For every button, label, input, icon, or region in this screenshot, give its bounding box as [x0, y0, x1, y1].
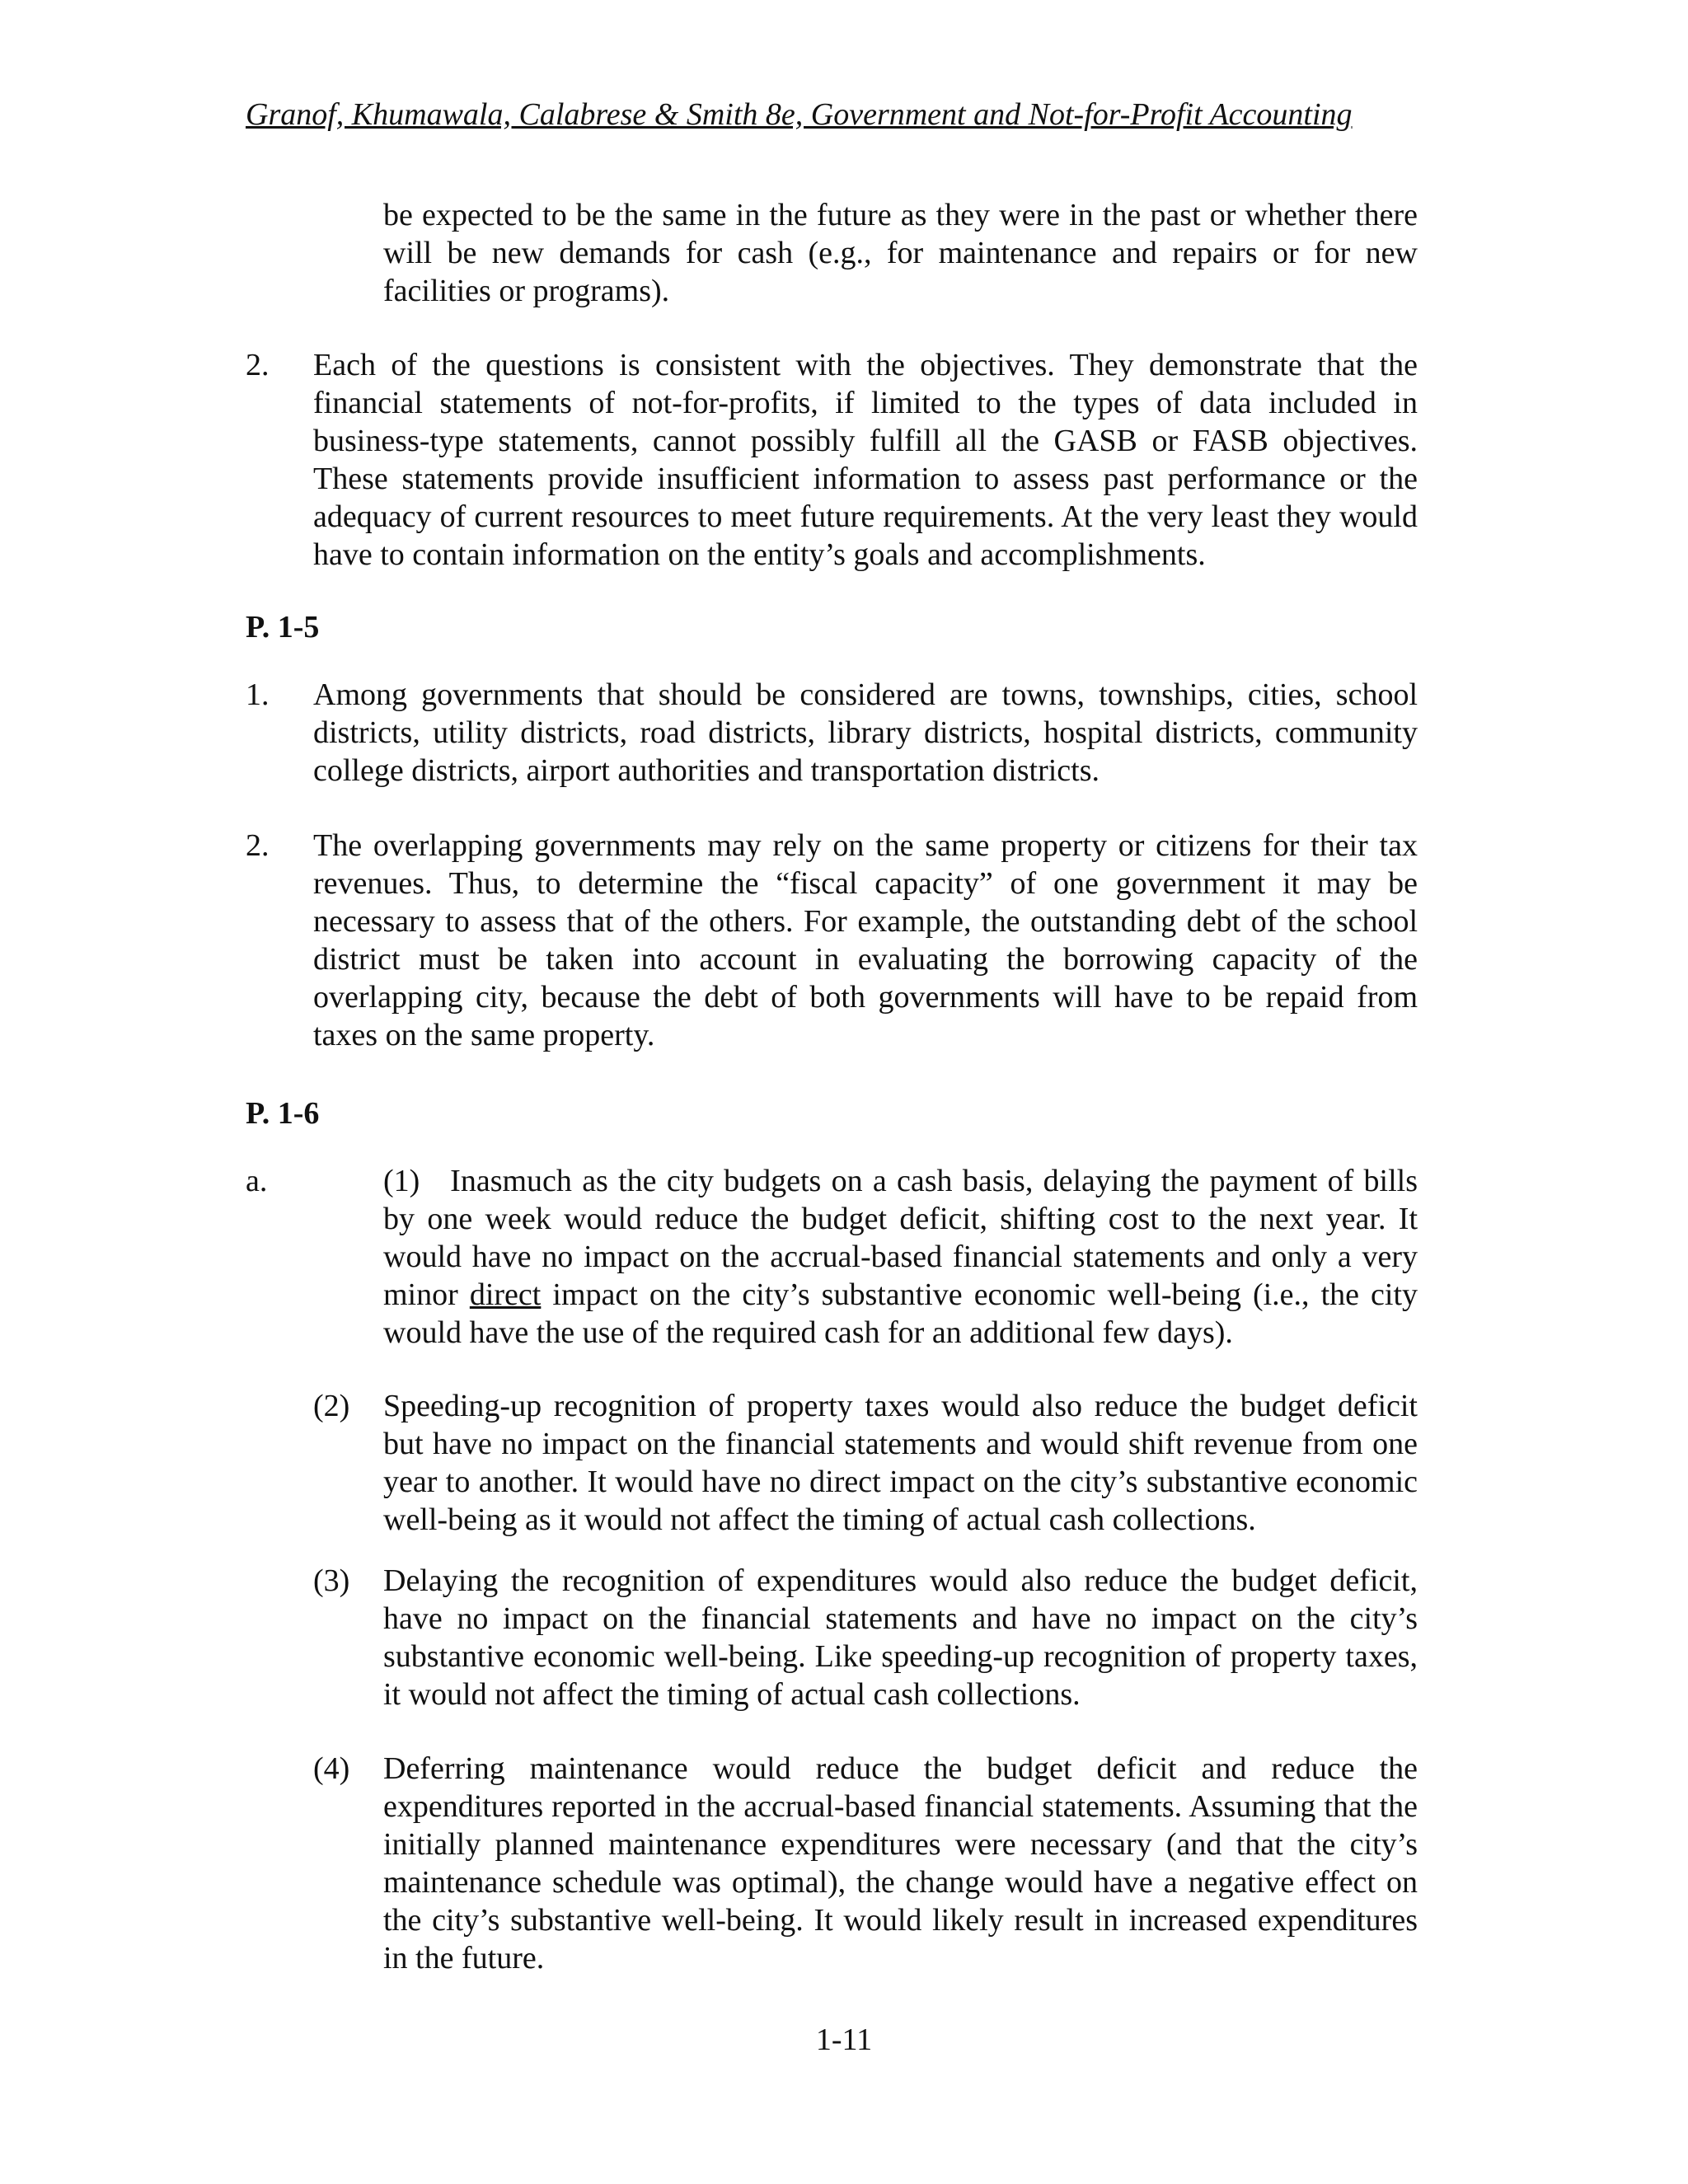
part-label: a.	[246, 1164, 268, 1198]
sub-item-number: (1)	[383, 1164, 420, 1198]
page-header: Granof, Khumawala, Calabrese & Smith 8e, Government and Not-for-Profit Accounting	[246, 97, 1353, 132]
sub-item-number: (3)	[313, 1563, 350, 1598]
emphasized-word: direct	[469, 1277, 542, 1312]
sub-item-paragraph: Deferring maintenance would reduce the budget deficit and reduce the expenditures reported in the accrual-based financial statements. Assuming that the initially planned maintenance expenditures were necessary (and that the city’s maintenance schedule was optimal), the change would have a negative effect on the city’s substantive well-being. It would likely result in increased expenditures in the future.	[383, 1751, 1418, 1975]
sub-item-paragraph: Delaying the recognition of expenditures would also reduce the budget deficit, have no impact on the financial statements and have no impact on the city’s substantive economic well-being. Like speeding-up recognition of property taxes, it would not affect the timing of actual cash collections.	[383, 1563, 1418, 1712]
sub-item-paragraph	[383, 1162, 1418, 1352]
page-number: 1-11	[815, 2022, 873, 2057]
section-heading-p1-6: P. 1-6	[246, 1096, 320, 1131]
sub-item-number: (4)	[313, 1751, 350, 1786]
item-number: 2.	[246, 828, 270, 863]
item-number: 1.	[246, 677, 270, 712]
continuation-paragraph: be expected to be the same in the future as they were in the past or whether there will be new demands for cash (e.g., for maintenance and repairs or for new facilities or programs).	[383, 198, 1418, 308]
sub-item-text: Inasmuch as the city budgets on a cash basis, delaying the payment of bills by one week would reduce the budget deficit, shifting cost to the next year. It would have no impact on the accrual-based financial statements and only a very minor	[383, 1164, 1418, 1312]
item-paragraph: The overlapping governments may rely on the same property or citizens for their tax revenues. Thus, to determine the “fiscal capacity” of one government it may be necessary to assess that of the others. For example, the outstanding debt of the school district must be taken into account in evaluating the borrowing capacity of the overlapping city, because the debt of both governments will have to be repaid from taxes on the same property.	[313, 828, 1418, 1052]
sub-item-number: (2)	[313, 1389, 350, 1423]
item-number: 2.	[246, 348, 270, 382]
section-heading-p1-5: P. 1-5	[246, 610, 320, 644]
item-paragraph: Each of the questions is consistent with the objectives. They demonstrate that the financial statements of not-for-profits, if limited to the types of data included in business-type statements, cannot possibly fulfill all the GASB or FASB objectives. These statements provide insufficient information to assess past performance or the adequacy of current resources to meet future requirements. At the very least they would have to contain information on the entity’s goals and accomplishments.	[313, 348, 1418, 572]
sub-item-paragraph: Speeding-up recognition of property taxes would also reduce the budget deficit but have no impact on the financial statements and would shift revenue from one year to another. It would have no direct impact on the city’s substantive economic well-being as it would not affect the timing of actual cash collections.	[383, 1389, 1418, 1537]
item-paragraph: Among governments that should be considered are towns, townships, cities, school districts, utility districts, road districts, library districts, hospital districts, community college districts, airport authorities and transportation districts.	[313, 677, 1418, 788]
sub-item-text: impact on the city’s substantive economic well-being (i.e., the city would have the use of the required cash for an additional few days).	[383, 1277, 1418, 1350]
